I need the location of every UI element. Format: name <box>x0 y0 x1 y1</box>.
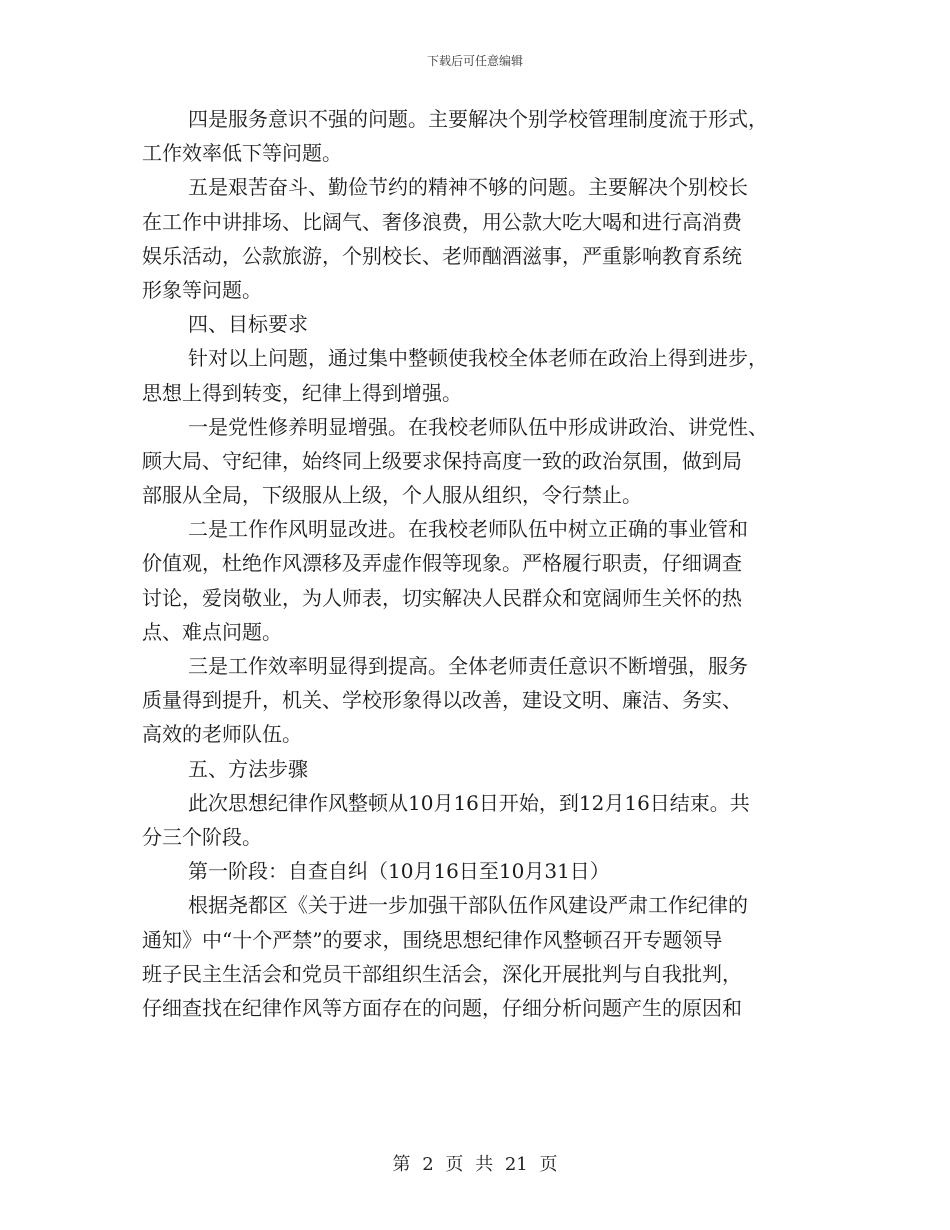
text-line: 部服从全局，下级服从上级，个人服从组织，令行禁止。 <box>142 483 642 508</box>
text-line: 班子民主生活会和党员干部组织生活会，深化开展批判与自我批判， <box>142 961 742 986</box>
text-line: 顾大局、守纪律，始终同上级要求保持高度一致的政治氛围，做到局 <box>142 448 742 473</box>
text-line: 分三个阶段。 <box>142 824 262 849</box>
text-line: 通知》中“十个严禁”的要求，围绕思想纪律作风整顿召开专题领导 <box>142 927 723 952</box>
text-line: 三是工作效率明显得到提高。全体老师责任意识不断增强，服务 <box>188 654 748 678</box>
text-line: 此次思想纪律作风整顿从10月16日开始，到12月16日结束。共 <box>188 790 750 815</box>
text-line: 根据尧都区《关于进一步加强干部队伍作风建设严肃工作纪律的 <box>188 893 748 918</box>
text-line: 在工作中讲排场、比阔气、奢侈浪费，用公款大吃大喝和进行高消费 <box>142 209 742 234</box>
text-line: 点、难点问题。 <box>142 619 282 644</box>
text-line: 高效的老师队伍。 <box>142 722 302 747</box>
text-line: 五、方法步骤 <box>188 756 308 781</box>
text-line: 工作效率低下等问题。 <box>142 141 342 166</box>
text-line: 针对以上问题，通过集中整顿使我校全体老师在政治上得到进步， <box>188 346 768 371</box>
text-line: 四、目标要求 <box>188 312 308 337</box>
text-line: 思想上得到转变，纪律上得到增强。 <box>142 380 462 405</box>
text-line: 二是工作作风明显改进。在我校老师队伍中树立正确的事业管和 <box>188 517 748 542</box>
page-header: 下载后可任意编辑 <box>426 54 523 68</box>
page-footer: 第 2 页 共 21 页 <box>392 1154 558 1175</box>
text-line: 质量得到提升，机关、学校形象得以改善，建设文明、廉洁、务实、 <box>142 688 742 713</box>
text-line: 一是党性修养明显增强。在我校老师队伍中形成讲政治、讲党性、 <box>188 414 768 439</box>
text-line: 仔细查找在纪律作风等方面存在的问题，仔细分析问题产生的原因和 <box>142 995 742 1020</box>
text-line: 五是艰苦奋斗、勤俭节约的精神不够的问题。主要解决个别校长 <box>188 175 748 200</box>
text-line: 四是服务意识不强的问题。主要解决个别学校管理制度流于形式， <box>188 107 768 131</box>
text-line: 形象等问题。 <box>142 277 262 302</box>
text-line: 讨论，爱岗敬业，为人师表，切实解决人民群众和宽阔师生关怀的热 <box>142 585 742 610</box>
document-body <box>142 102 810 1025</box>
text-line: 价值观，杜绝作风漂移及弄虚作假等现象。严格履行职责，仔细调查 <box>142 551 742 576</box>
text-line: 第一阶段：自查自纠（10月16日至10月31日） <box>188 859 610 884</box>
text-line: 娱乐活动，公款旅游，个别校长、老师酗酒滋事，严重影响教育系统 <box>142 243 742 268</box>
